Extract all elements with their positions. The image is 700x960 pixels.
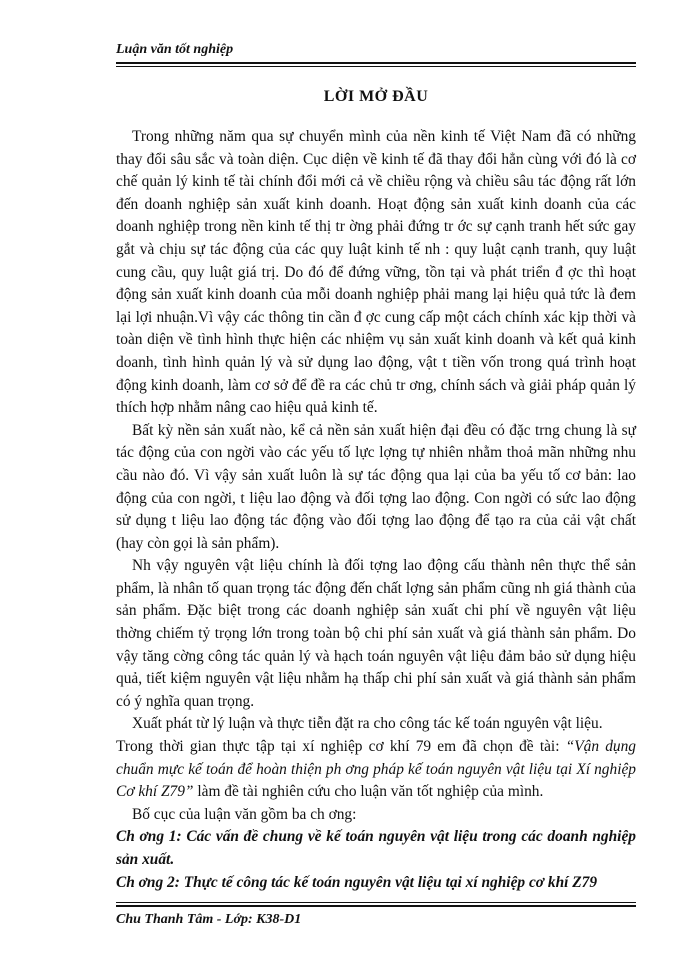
footer-rule-thick: [116, 905, 636, 907]
topic-suffix: làm đề tài nghiên cứu cho luận văn tốt nghiệp của mình.: [193, 783, 544, 801]
page-footer: [116, 910, 636, 932]
header-rule-thick: [116, 62, 636, 64]
paragraph-topic: [116, 736, 636, 804]
footer-rule-thin: [116, 902, 636, 903]
paragraph-intro: Trong những năm qua sự chuyển mình của nền kinh tế Việt Nam đã có những thay đổi sâu sắc và toàn diện. Cục diện về kinh tế đã thay đổi hẳn cùng với đó là cơ chế quản lý kinh tế tài chính đổi mới cả về chiều rộng và chiều sâu tác động rất lớn đến doanh nghiệp sản xuất kinh doanh. Hoạt động sản xuất kinh doanh của các doanh nghiệp trong nền kinh tế thị tr ờng phải đứng tr ớc sự cạnh tranh hết sức gay gắt và chịu sự tác động của các quy luật kinh tế nh : quy luật cạnh tranh, quy luật cung cầu, quy luật giá trị. Do đó để đứng vững, tồn tại và phát triển đ ợc thì hoạt động sản xuất kinh doanh của mỗi doanh nghiệp phải mang lại hiệu quả tức là đem lại lợi nhuận.Vì vậy các thông tin cần đ ợc cung cấp một cách chính xác kịp thời và toàn diện về tình hình thực hiện các nhiệm vụ sản xuất kinh doanh và kết quả kinh doanh, tình hình quản lý và sử dụng lao động, vật t tiền vốn trong quá trình hoạt động kinh doanh, làm cơ sở để đề ra các chủ tr ơng, chính sách và giải pháp quản lý thích hợp nhằm nâng cao hiệu quả kinh tế.: [116, 128, 636, 417]
header-rule-thin: [116, 66, 636, 67]
page-header: [116, 40, 636, 62]
paragraph-structure: Bố cục của luận văn gồm ba ch ơng:: [132, 805, 357, 823]
topic-prefix: Trong thời gian thực tập tại xí nghiệp cơ khí 79 em đã chọn đề tài:: [116, 738, 566, 756]
topic-title: “Vận dụng chuẩn mực kế toán để hoàn thiện ph ơng pháp kế toán nguyên vật liệu tại Xí nghiệp Cơ khí Z79”: [116, 738, 636, 801]
paragraph-materials: Nh vậy nguyên vật liệu chính là đối tợng lao động cấu thành nên thực thể sản phẩm, là nhân tố quan trọng tác động đến chất lợng sản phẩm cũng nh giá thành của sản phẩm. Đặc biệt trong các doanh nghiệp sản xuất chi phí về nguyên vật liệu thờng chiếm tỷ trọng lớn trong toàn bộ chi phí sản xuất và giá thành sản phẩm. Do vậy tăng cờng công tác quản lý và hạch toán nguyên vật liệu đảm bảo sử dụng hiệu quả, tiết kiệm nguyên vật liệu nhằm hạ thấp chi phí sản xuất và giá thành sản phẩm có ý nghĩa quan trọng.: [116, 557, 636, 710]
paragraph-production: Bất kỳ nền sản xuất nào, kể cả nền sản xuất hiện đại đều có đặc trng chung là sự tác động của con ngời vào các yếu tố lực lợng tự nhiên nhằm thoả mãn những nhu cầu nào đó. Vì vậy sản xuất luôn là sự tác động qua lại của ba yếu tố cơ bản: lao động của con ngời, t liệu lao động và đối tợng lao động. Con ngời có sức lao động sử dụng t liệu lao động tác động vào đối tợng lao động để tạo ra của cải vật chất (hay còn gọi là sản phẩm).: [116, 421, 636, 552]
paragraph-origin: Xuất phát từ lý luận và thực tiễn đặt ra cho công tác kế toán nguyên vật liệu.: [132, 715, 603, 733]
footer-text: Chu Thanh Tâm - Lớp: K38-D1: [116, 912, 302, 927]
document-body: [116, 126, 636, 894]
chapter-2: Ch ơng 2: Thực tế công tác kế toán nguyên vật liệu tại xí nghiệp cơ khí Z79: [116, 873, 598, 891]
header-text: Luận văn tốt nghiệp: [116, 42, 234, 57]
chapter-1: Ch ơng 1: Các vấn đề chung về kế toán nguyên vật liệu trong các doanh nghiệp sản xuất.: [116, 828, 636, 868]
page-title: LỜI MỞ ĐẦU: [323, 88, 429, 105]
